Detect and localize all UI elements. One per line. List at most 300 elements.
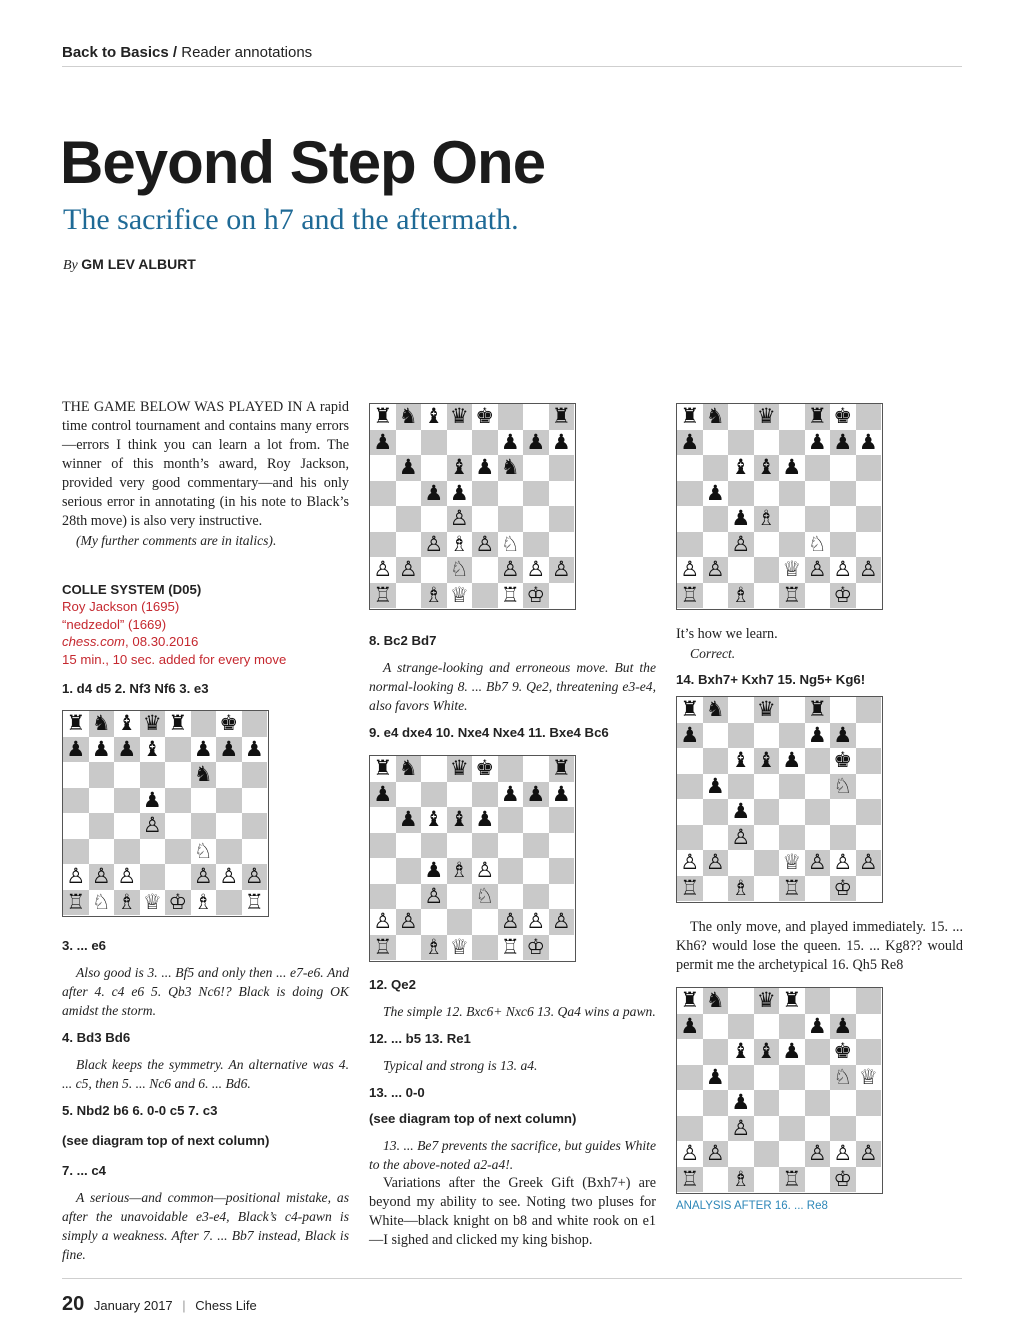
board-square: [498, 858, 524, 884]
board-square: [754, 697, 780, 723]
board-square: [830, 430, 856, 456]
board-square: [677, 455, 703, 481]
board-square: [191, 813, 217, 839]
board-square: [447, 807, 473, 833]
white-rook-icon: ♖: [66, 889, 86, 914]
white-rook-icon: ♖: [500, 582, 520, 607]
board-square: [498, 833, 524, 859]
white-bishop-icon: ♗: [731, 1166, 751, 1191]
board-square: [89, 788, 115, 814]
board-square: [830, 506, 856, 532]
board-square: [754, 557, 780, 583]
board-square: [472, 455, 498, 481]
board-square: [805, 723, 831, 749]
board-square: [805, 748, 831, 774]
byline-prefix: By: [63, 258, 78, 273]
board-square: [830, 1167, 856, 1193]
white-bishop-icon: ♗: [756, 506, 776, 531]
board-square: [421, 756, 447, 782]
board-square: [498, 756, 524, 782]
board-square: [779, 1167, 805, 1193]
black-king-icon: ♚: [219, 711, 239, 736]
board-square: [805, 455, 831, 481]
annotation: Correct.: [690, 646, 736, 661]
board-square: [805, 481, 831, 507]
black-knight-icon: ♞: [398, 756, 418, 781]
board-square: [523, 756, 549, 782]
board-square: [421, 935, 447, 961]
board-square: [421, 506, 447, 532]
board-square: [472, 506, 498, 532]
black-pawn-icon: ♟: [807, 1013, 827, 1038]
board-square: [856, 430, 882, 456]
white-king-icon: ♔: [833, 1166, 853, 1191]
black-rook-icon: ♜: [373, 404, 393, 429]
board-square: [89, 813, 115, 839]
board-square: [830, 481, 856, 507]
board-square: [242, 813, 268, 839]
white-rook-icon: ♖: [680, 582, 700, 607]
board-square: [114, 762, 140, 788]
white-knight-icon: ♘: [91, 889, 111, 914]
black-pawn-icon: ♟: [731, 799, 751, 824]
board-square: [421, 481, 447, 507]
board-square: [472, 858, 498, 884]
board-square: [396, 404, 422, 430]
board-square: [447, 858, 473, 884]
white-pawn-icon: ♙: [526, 909, 546, 934]
board-square: [703, 404, 729, 430]
white-rook-icon: ♖: [373, 582, 393, 607]
black-pawn-icon: ♟: [475, 807, 495, 832]
white-pawn-icon: ♙: [449, 506, 469, 531]
board-square: [216, 864, 242, 890]
board-square: [447, 481, 473, 507]
board-square: [805, 1039, 831, 1065]
board-square: [703, 481, 729, 507]
black-bishop-icon: ♝: [731, 748, 751, 773]
board-square: [728, 532, 754, 558]
author-name: GM LEV ALBURT: [81, 256, 196, 272]
page-number: 20: [62, 1293, 85, 1315]
board-square: [370, 909, 396, 935]
board-square: [63, 762, 89, 788]
board-square: [140, 864, 166, 890]
board-square: [703, 697, 729, 723]
board-square: [830, 404, 856, 430]
annotation: The simple 12. Bxc6+ Nxc6 13. Qa4 wins a pawn.: [383, 1004, 656, 1019]
board-square: [114, 737, 140, 763]
black-king-icon: ♚: [475, 756, 495, 781]
board-square: [242, 788, 268, 814]
black-pawn-icon: ♟: [398, 807, 418, 832]
board-square: [805, 876, 831, 902]
black-pawn-icon: ♟: [373, 781, 393, 806]
board-square: [549, 935, 575, 961]
board-square: [447, 583, 473, 609]
board-square: [779, 455, 805, 481]
board-square: [677, 799, 703, 825]
board-square: [472, 404, 498, 430]
intro-note: (My further comments are in italics).: [76, 533, 277, 548]
board-square: [421, 782, 447, 808]
board-square: [549, 909, 575, 935]
black-rook-icon: ♜: [680, 697, 700, 722]
game-site-date: [62, 633, 349, 651]
black-pawn-icon: ♟: [117, 736, 137, 761]
board-square: [549, 583, 575, 609]
board-square: [396, 858, 422, 884]
board-square: [498, 506, 524, 532]
board-square: [779, 506, 805, 532]
black-queen-icon: ♛: [449, 404, 469, 429]
board-square: [523, 782, 549, 808]
board-square: [370, 884, 396, 910]
white-pawn-icon: ♙: [193, 864, 213, 889]
board-square: [754, 1116, 780, 1142]
board-square: [830, 850, 856, 876]
black-rook-icon: ♜: [373, 756, 393, 781]
board-square: [89, 864, 115, 890]
board-square: [677, 481, 703, 507]
board-square: [165, 864, 191, 890]
footer-rule: [62, 1278, 962, 1279]
board-square: [779, 430, 805, 456]
board-square: [114, 788, 140, 814]
black-rook-icon: ♜: [551, 756, 571, 781]
board-square: [63, 890, 89, 916]
board-square: [754, 481, 780, 507]
board-square: [728, 404, 754, 430]
board-square: [754, 1065, 780, 1091]
black-rook-icon: ♜: [551, 404, 571, 429]
board-square: [856, 723, 882, 749]
board-square: [830, 988, 856, 1014]
board-square: [779, 1014, 805, 1040]
board-square: [140, 788, 166, 814]
white-bishop-icon: ♗: [117, 889, 137, 914]
black-pawn-icon: ♟: [833, 429, 853, 454]
move-text: 4. Bd3 Bd6: [62, 1030, 131, 1045]
white-pawn-icon: ♙: [833, 850, 853, 875]
white-king-icon: ♔: [526, 934, 546, 959]
board-square: [216, 813, 242, 839]
issue-date: January 2017: [93, 1298, 173, 1313]
board-square: [754, 876, 780, 902]
board-square: [472, 557, 498, 583]
board-square: [396, 833, 422, 859]
board-square: [191, 762, 217, 788]
white-knight-icon: ♘: [807, 531, 827, 556]
black-pawn-icon: ♟: [526, 781, 546, 806]
black-king-icon: ♚: [833, 1039, 853, 1064]
board-square: [140, 737, 166, 763]
board-square: [447, 884, 473, 910]
board-square: [396, 557, 422, 583]
white-pawn-icon: ♙: [680, 1141, 700, 1166]
board-square: [396, 909, 422, 935]
board-square: [703, 876, 729, 902]
board-square: [703, 799, 729, 825]
move-text: 5. Nbd2 b6 6. 0-0 c5 7. c3: [62, 1103, 218, 1118]
move-text: 7. ... c4: [62, 1163, 106, 1178]
white-pawn-icon: ♙: [705, 850, 725, 875]
board-square: [396, 583, 422, 609]
white-king-icon: ♔: [526, 582, 546, 607]
board-square: [779, 532, 805, 558]
black-pawn-icon: ♟: [398, 455, 418, 480]
board-square: [830, 532, 856, 558]
board-square: [728, 1116, 754, 1142]
board-square: [856, 1039, 882, 1065]
board-square: [805, 1065, 831, 1091]
black-pawn-icon: ♟: [526, 429, 546, 454]
board-square: [779, 774, 805, 800]
board-square: [63, 711, 89, 737]
black-pawn-icon: ♟: [833, 722, 853, 747]
board-square: [856, 1167, 882, 1193]
black-pawn-icon: ♟: [373, 429, 393, 454]
board-square: [396, 455, 422, 481]
board-square: [830, 825, 856, 851]
white-pawn-icon: ♙: [398, 557, 418, 582]
annotation: Also good is 3. ... Bf5 and only then ... e7-e6. And after 4. c4 e6 5. Qb3 Nc6!? Black is doing OK amidst the storm.: [62, 965, 349, 1018]
board-square: [216, 737, 242, 763]
board-square: [216, 839, 242, 865]
board-square: [703, 748, 729, 774]
board-square: [728, 1014, 754, 1040]
board-square: [677, 876, 703, 902]
board-square: [856, 774, 882, 800]
board-square: [447, 935, 473, 961]
board-square: [830, 455, 856, 481]
board-square: [114, 813, 140, 839]
black-bishop-icon: ♝: [449, 455, 469, 480]
board-square: [728, 455, 754, 481]
white-pawn-icon: ♙: [858, 557, 878, 582]
board-square: [703, 774, 729, 800]
board-square: [856, 1141, 882, 1167]
annotation: Typical and strong is 13. a4.: [383, 1058, 538, 1073]
board-square: [63, 839, 89, 865]
board-square: [856, 481, 882, 507]
board-square: [779, 404, 805, 430]
board-square: [728, 583, 754, 609]
white-pawn-icon: ♙: [833, 1141, 853, 1166]
board-square: [805, 1090, 831, 1116]
black-pawn-icon: ♟: [66, 736, 86, 761]
board-square: [754, 1014, 780, 1040]
black-rook-icon: ♜: [680, 404, 700, 429]
board-square: [754, 404, 780, 430]
board-square: [805, 1116, 831, 1142]
board-square: [472, 782, 498, 808]
white-pawn-icon: ♙: [833, 557, 853, 582]
board-square: [89, 737, 115, 763]
black-queen-icon: ♛: [756, 697, 776, 722]
board-square: [165, 737, 191, 763]
board-square: [191, 890, 217, 916]
board-square: [754, 723, 780, 749]
board-square: [549, 884, 575, 910]
board-square: [703, 430, 729, 456]
black-bishop-icon: ♝: [449, 807, 469, 832]
white-rook-icon: ♖: [680, 1166, 700, 1191]
board-square: [549, 756, 575, 782]
annotation: A strange-looking and erroneous move. But the normal-looking 8. ... Bb7 9. Qe2, threatening e3-e4, also favors White.: [369, 660, 656, 713]
black-knight-icon: ♞: [705, 988, 725, 1013]
board-square: [498, 481, 524, 507]
white-rook-icon: ♖: [244, 889, 264, 914]
board-square: [498, 909, 524, 935]
move-text: 13. ... 0-0: [369, 1085, 425, 1100]
white-pawn-icon: ♙: [731, 1115, 751, 1140]
board-square: [140, 711, 166, 737]
board-square: [728, 481, 754, 507]
board-square: [498, 404, 524, 430]
board-square: [779, 748, 805, 774]
board-square: [677, 988, 703, 1014]
board-square: [779, 481, 805, 507]
black-king-icon: ♚: [833, 748, 853, 773]
board-square: [498, 583, 524, 609]
board-square: [396, 481, 422, 507]
board-square: [677, 1141, 703, 1167]
board-square: [63, 813, 89, 839]
black-bishop-icon: ♝: [117, 711, 137, 736]
board-square: [549, 833, 575, 859]
white-queen-icon: ♕: [858, 1064, 878, 1089]
white-pawn-icon: ♙: [705, 557, 725, 582]
board-square: [370, 532, 396, 558]
board-square: [498, 782, 524, 808]
board-square: [856, 532, 882, 558]
board-square: [779, 988, 805, 1014]
board-square: [856, 876, 882, 902]
board-square: [728, 876, 754, 902]
board-square: [703, 723, 729, 749]
column-1: [62, 398, 349, 1264]
board-square: [165, 788, 191, 814]
board-square: [191, 737, 217, 763]
white-pawn-icon: ♙: [398, 909, 418, 934]
black-player: “nedzedol” (1669): [62, 616, 167, 632]
black-rook-icon: ♜: [807, 697, 827, 722]
board-square: [447, 909, 473, 935]
board-square: [805, 988, 831, 1014]
board-square: [472, 756, 498, 782]
move-text: 1. d4 d5 2. Nf3 Nf6 3. e3: [62, 681, 209, 696]
board-square: [523, 404, 549, 430]
board-square: [191, 864, 217, 890]
board-square: [165, 813, 191, 839]
page-footer: [62, 1293, 257, 1316]
board-square: [549, 506, 575, 532]
board-square: [396, 756, 422, 782]
board-square: [549, 782, 575, 808]
header-rule: [62, 66, 962, 67]
board-square: [856, 1065, 882, 1091]
board-square: [830, 876, 856, 902]
white-knight-icon: ♘: [475, 883, 495, 908]
board-square: [396, 807, 422, 833]
board-square: [216, 762, 242, 788]
board-square: [63, 788, 89, 814]
move-text: 9. e4 dxe4 10. Nxe4 Nxe4 11. Bxe4 Bc6: [369, 725, 609, 740]
board-square: [728, 799, 754, 825]
board-square: [779, 723, 805, 749]
board-square: [728, 748, 754, 774]
board-square: [805, 1014, 831, 1040]
column-3: [676, 398, 963, 1212]
board-square: [472, 481, 498, 507]
board-square: [677, 850, 703, 876]
white-bishop-icon: ♗: [424, 582, 444, 607]
board-square: [242, 864, 268, 890]
board-square: [523, 532, 549, 558]
white-king-icon: ♔: [168, 889, 188, 914]
black-pawn-icon: ♟: [680, 722, 700, 747]
board-square: [830, 1116, 856, 1142]
board-square: [89, 839, 115, 865]
white-pawn-icon: ♙: [142, 813, 162, 838]
black-pawn-icon: ♟: [807, 429, 827, 454]
board-square: [830, 1065, 856, 1091]
board-square: [754, 1141, 780, 1167]
board-square: [728, 723, 754, 749]
board-square: [523, 506, 549, 532]
board-square: [703, 988, 729, 1014]
board-square: [779, 825, 805, 851]
board-square: [447, 506, 473, 532]
black-pawn-icon: ♟: [244, 736, 264, 761]
game-site: chess.com: [62, 634, 126, 649]
board-square: [779, 1039, 805, 1065]
board-square: [370, 557, 396, 583]
board-square: [498, 430, 524, 456]
board-square: [805, 532, 831, 558]
board-square: [370, 807, 396, 833]
board-square: [549, 404, 575, 430]
black-knight-icon: ♞: [91, 711, 111, 736]
board-square: [703, 455, 729, 481]
board-square: [677, 825, 703, 851]
board-square: [498, 532, 524, 558]
board-square: [242, 890, 268, 916]
black-knight-icon: ♞: [705, 404, 725, 429]
board-square: [191, 788, 217, 814]
white-pawn-icon: ♙: [475, 858, 495, 883]
chess-diagram: [62, 710, 269, 917]
white-knight-icon: ♘: [500, 531, 520, 556]
board-square: [140, 813, 166, 839]
board-square: [856, 583, 882, 609]
black-pawn-icon: ♟: [705, 1064, 725, 1089]
board-square: [703, 557, 729, 583]
board-square: [779, 850, 805, 876]
board-square: [549, 481, 575, 507]
board-square: [472, 909, 498, 935]
board-square: [677, 583, 703, 609]
board-square: [754, 825, 780, 851]
board-square: [63, 864, 89, 890]
black-bishop-icon: ♝: [731, 1039, 751, 1064]
board-square: [523, 455, 549, 481]
board-square: [754, 532, 780, 558]
board-square: [447, 404, 473, 430]
opening-name: COLLE SYSTEM (D05): [62, 582, 202, 597]
white-pawn-icon: ♙: [731, 531, 751, 556]
